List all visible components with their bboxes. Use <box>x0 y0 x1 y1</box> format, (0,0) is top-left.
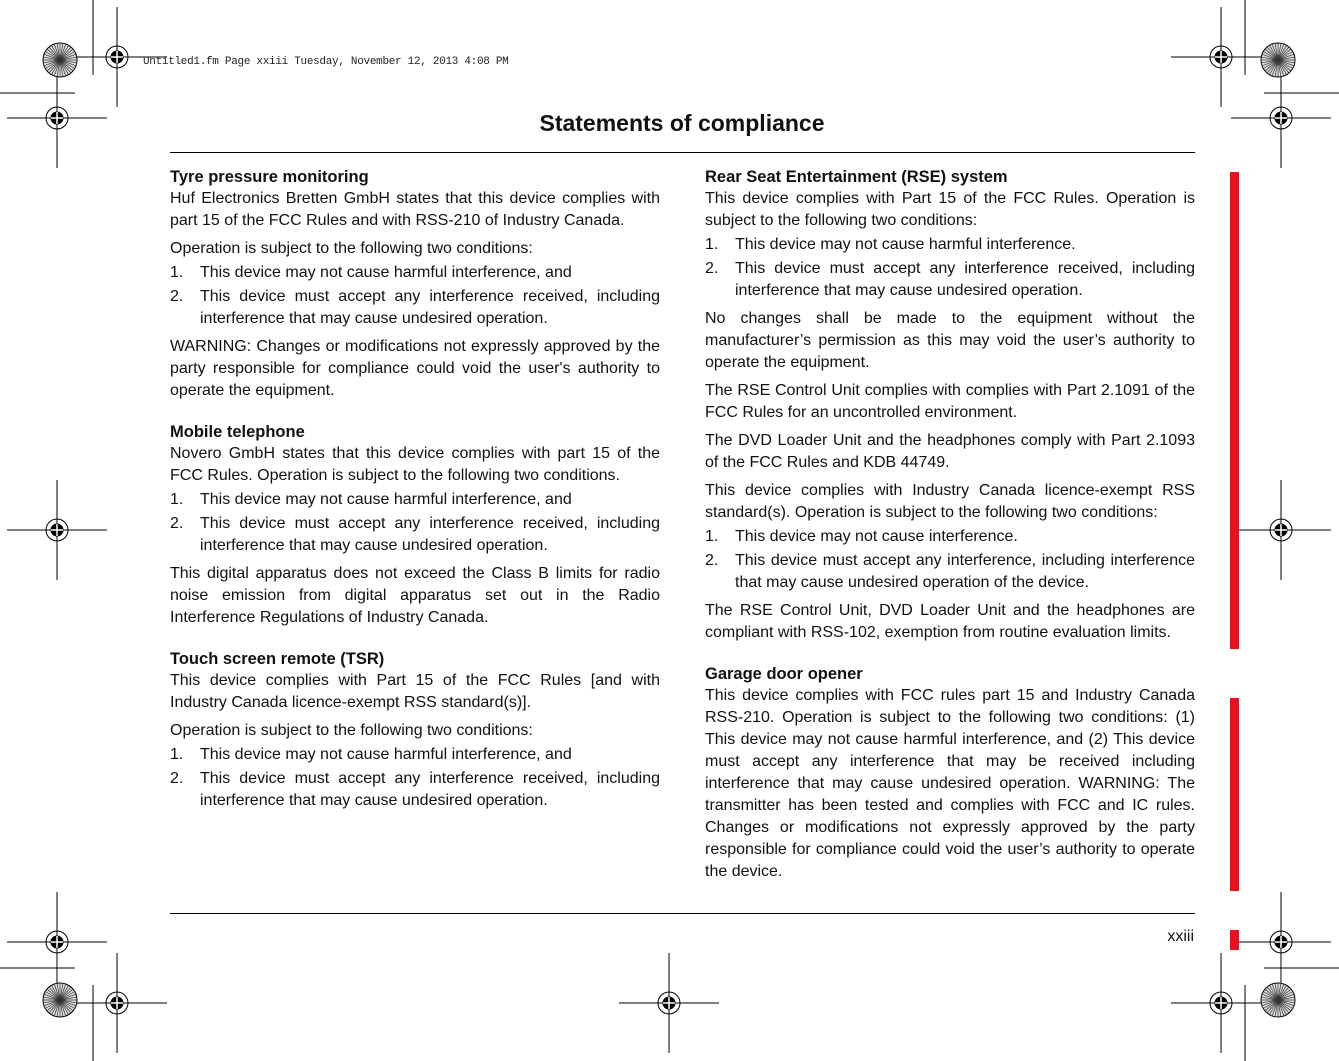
list-number: 2. <box>170 515 184 532</box>
file-slug: Untitled1.fm Page xxiii Tuesday, November 12, 2013 4:08 PM <box>143 56 509 68</box>
list-number: 1. <box>705 528 719 545</box>
paragraph: Huf Electronics Bretten GmbH states that this device complies with part 15 of the FCC Rules and with RSS-210 of Industry Canada. <box>170 190 660 229</box>
list-item <box>705 258 1195 302</box>
list-item-text: This device may not cause harmful interference, and <box>200 491 572 508</box>
registration-mark-icon <box>1231 892 1331 992</box>
section <box>170 648 660 812</box>
starburst-mark-icon <box>43 43 77 77</box>
numbered-list <box>170 262 660 330</box>
registration-mark-icon <box>67 953 167 1053</box>
list-number: 1. <box>705 236 719 253</box>
list-item <box>705 550 1195 594</box>
thumb-tab-marker <box>1230 698 1239 891</box>
paragraph: WARNING: Changes or modifications not expressly approved by the party responsible for compliance could void the user's authority to operate the equipment. <box>170 338 660 399</box>
list-item <box>170 744 660 766</box>
registration-mark-icon <box>7 892 107 992</box>
list-item <box>170 513 660 557</box>
left-column <box>170 166 660 831</box>
list-number: 1. <box>170 491 184 508</box>
list-item <box>705 526 1195 548</box>
paragraph: This device complies with Part 15 of the FCC Rules. Operation is subject to the following two conditions: <box>705 190 1195 229</box>
list-item-text: This device must accept any interference, including interference that may cause undesired operation of the device. <box>735 552 1195 591</box>
section <box>705 166 1195 644</box>
right-column <box>705 166 1195 902</box>
section-heading: Mobile telephone <box>170 423 305 441</box>
footer-rule <box>170 913 1195 914</box>
list-item-text: This device may not cause harmful interference, and <box>200 264 572 281</box>
paragraph: The RSE Control Unit complies with complies with Part 2.1091 of the FCC Rules for an uncontrolled environment. <box>705 382 1195 421</box>
list-item-text: This device must accept any interference received, including interference that may cause undesired operation. <box>200 288 660 327</box>
section <box>170 421 660 629</box>
list-item-text: This device may not cause harmful interference, and <box>200 746 572 763</box>
starburst-mark-icon <box>1261 983 1295 1017</box>
list-item-text: This device must accept any interference received, including interference that may cause undesired operation. <box>200 770 660 809</box>
list-item-text: This device may not cause interference. <box>735 528 1018 545</box>
list-item <box>170 286 660 330</box>
list-item <box>170 768 660 812</box>
thumb-tab-marker <box>1230 930 1239 950</box>
list-number: 2. <box>170 770 184 787</box>
list-number: 2. <box>705 552 719 569</box>
paragraph: This device complies with Industry Canada licence-exempt RSS standard(s). Operation is subject to the following two conditions: <box>705 482 1195 521</box>
section-heading: Tyre pressure monitoring <box>170 168 369 186</box>
section-heading: Garage door opener <box>705 665 863 683</box>
paragraph: This digital apparatus does not exceed the Class B limits for radio noise emission from digital apparatus set out in the Radio Interference Regulations of Industry Canada. <box>170 565 660 626</box>
list-item <box>170 489 660 511</box>
numbered-list <box>705 234 1195 302</box>
paragraph: This device complies with FCC rules part 15 and Industry Canada RSS-210. Operation is subject to the following two conditions: (1) This device may not cause harmful interference, and (2) This device must accept any interference that may be received including interference that may cause undesired operation. WARNING: The transmitter has been tested and complies with FCC and IC rules. Changes or modifications not expressly approved by the party responsible for compliance could void the user’s authority to operate the device. <box>705 687 1195 880</box>
paragraph: The RSE Control Unit, DVD Loader Unit and the headphones are compliant with RSS-102, exemption from routine evaluation limits. <box>705 602 1195 641</box>
list-item-text: This device must accept any interference received, including interference that may cause undesired operation. <box>200 515 660 554</box>
paragraph: No changes shall be made to the equipment without the manufacturer’s permission as this may void the user’s authority to operate the equipment. <box>705 310 1195 371</box>
list-number: 1. <box>170 264 184 281</box>
numbered-list <box>705 526 1195 594</box>
section-heading: Touch screen remote (TSR) <box>170 650 385 668</box>
list-item-text: This device must accept any interference received, including interference that may cause undesired operation. <box>735 260 1195 299</box>
section-heading: Rear Seat Entertainment (RSE) system <box>705 168 1008 186</box>
list-item-text: This device may not cause harmful interference. <box>735 236 1076 253</box>
header-rule <box>170 152 1195 153</box>
starburst-mark-icon <box>43 983 77 1017</box>
registration-mark-icon <box>1171 953 1271 1053</box>
thumb-tab-marker <box>1230 172 1239 649</box>
paragraph: Operation is subject to the following two conditions: <box>170 722 533 739</box>
list-item <box>170 262 660 284</box>
page-number: xxiii <box>1167 928 1194 945</box>
paragraph: The DVD Loader Unit and the headphones comply with Part 2.1093 of the FCC Rules and KDB 44749. <box>705 432 1195 471</box>
list-number: 1. <box>170 746 184 763</box>
paragraph: This device complies with Part 15 of the FCC Rules [and with Industry Canada licence-exempt RSS standard(s)]. <box>170 672 660 711</box>
paragraph: Operation is subject to the following two conditions: <box>170 240 533 257</box>
registration-mark-icon <box>1171 7 1271 107</box>
registration-mark-icon <box>1231 480 1331 580</box>
section <box>705 663 1195 883</box>
registration-mark-icon <box>619 953 719 1053</box>
list-item <box>705 234 1195 256</box>
starburst-mark-icon <box>1261 43 1295 77</box>
numbered-list <box>170 489 660 557</box>
section <box>170 166 660 402</box>
registration-mark-icon <box>7 480 107 580</box>
numbered-list <box>170 744 660 812</box>
paragraph: Novero GmbH states that this device complies with part 15 of the FCC Rules. Operation is subject to the following two conditions. <box>170 445 660 484</box>
list-number: 2. <box>170 288 184 305</box>
list-number: 2. <box>705 260 719 277</box>
page-title: Statements of compliance <box>539 110 825 136</box>
